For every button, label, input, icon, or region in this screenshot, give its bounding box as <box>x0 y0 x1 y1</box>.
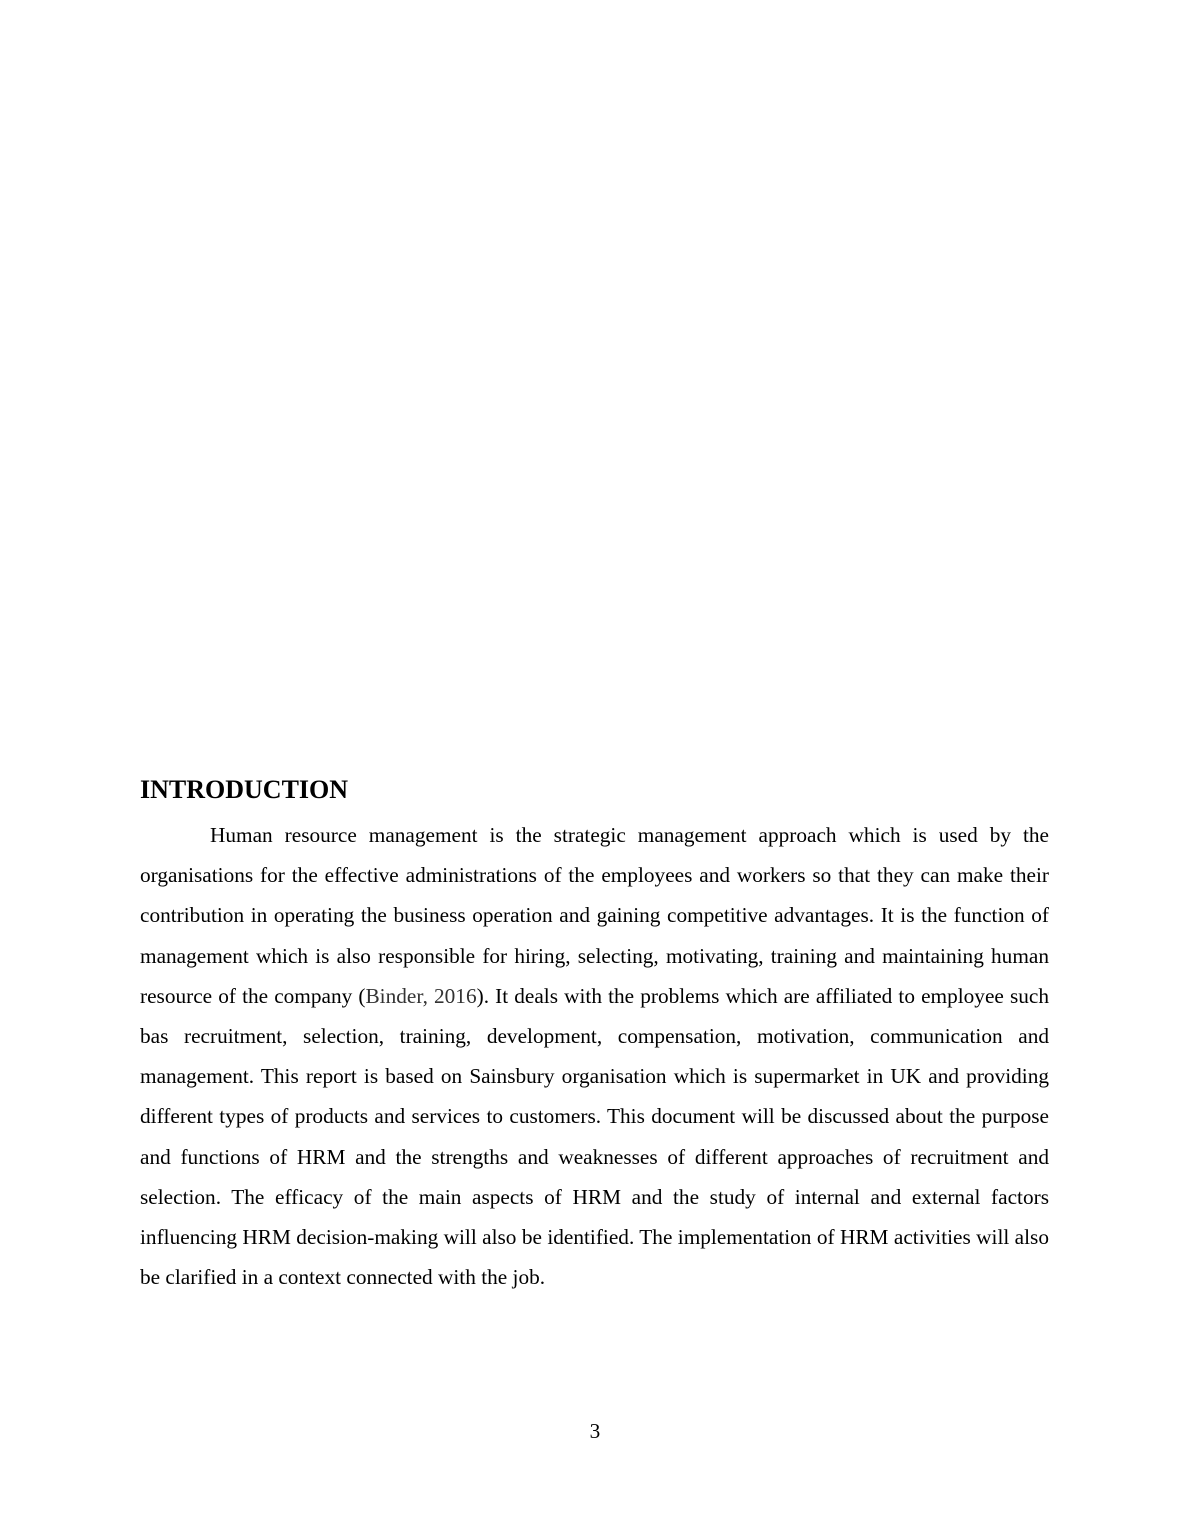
section-heading: INTRODUCTION <box>140 775 349 804</box>
introduction-paragraph <box>140 815 1049 1297</box>
citation-reference: Binder, 2016 <box>365 983 477 1008</box>
paragraph-text-before-citation: Human resource management is the strategic management approach which is used by the organisations for the effective administrations of the employees and workers so that they can make their contribution in operating the business operation and gaining competitive advantages. It is the function of management which is also responsible for hiring, selecting, motivating, training and maintaining human resource of the company ( <box>140 823 1049 1008</box>
page-number: 3 <box>589 1419 601 1443</box>
paragraph-text-after-citation: ). It deals with the problems which are affiliated to employee such bas recruitment, selection, training, development, compensation, motivation, communication and management. This report is based on Sainsbury organisation which is supermarket in UK and providing different types of products and services to customers. This document will be discussed about the purpose and functions of HRM and the strengths and weaknesses of different approaches of recruitment and selection. The efficacy of the main aspects of HRM and the study of internal and external factors influencing HRM decision-making will also be identified. The implementation of HRM activities will also be clarified in a context connected with the job. <box>140 983 1049 1290</box>
